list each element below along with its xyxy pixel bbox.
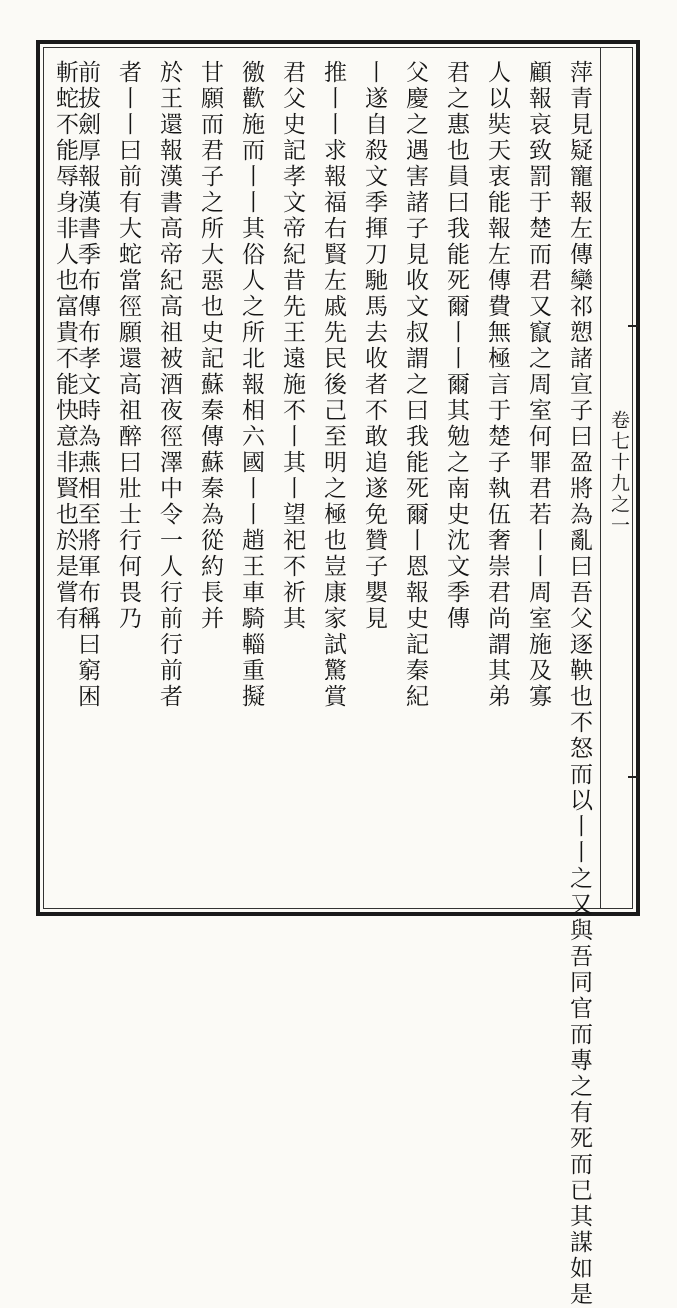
text-column-10: 甘願而君子之所大惡也史記蘇秦傳蘇秦為從約長并 (197, 60, 223, 632)
text-column-7: 推丨丨求報福右賢左戚先民後己至明之極也豈康家試驚賞 (320, 60, 346, 710)
juan-label: 卷七十九之一 (608, 410, 630, 536)
text-column-1: 萍青見疑寵報左傳欒祁愬諸宣子曰盈將為亂曰吾父逐鞅也不怒而以丨丨之又與吾同官而專之有死而已其謀如是 (566, 60, 592, 1308)
text-column-2: 顧報哀致罰于楚而君又竄之周室何罪君若丨丨周室施及寡 (525, 60, 551, 710)
text-column-4: 君之惠也員曰我能死爾丨丨爾其勉之南史沈文季傳 (443, 60, 469, 632)
text-column-14: 斬蛇不能辱身非人也富貴不能快意非賢也於是嘗有 (52, 60, 78, 632)
text-column-3: 人以奘天衷能報左傳費無極言于楚子執伍奢崇君尚謂其弟 (484, 60, 510, 710)
text-column-11: 於王還報漢書高帝紀高祖被酒夜徑澤中令一人行前行前者 (156, 60, 182, 710)
text-column-12: 者丨丨曰前有大蛇當徑願還高祖醉曰壯士行何畏乃 (115, 60, 141, 632)
text-column-5: 父慶之遇害諸子見收文叔謂之曰我能死爾丨恩報史記秦紀 (402, 60, 428, 710)
text-column-13: 前拔劍厚報漢書季布傳布孝文時為燕相至將軍布稱曰窮困 (74, 60, 100, 710)
text-column-9: 徼歡施而丨丨其俗人之所北報相六國丨丨趙王車騎輜重擬 (238, 60, 264, 710)
fold-tick-mark (628, 776, 638, 778)
fold-tick-mark (628, 325, 638, 327)
text-column-6: 丨遂自殺文季揮刀馳馬去收者不敢追遂免贊子嬰見 (361, 60, 387, 632)
text-column-8: 君父史記孝文帝紀昔先王遠施不丨其丨望祀不祈其 (279, 60, 305, 632)
